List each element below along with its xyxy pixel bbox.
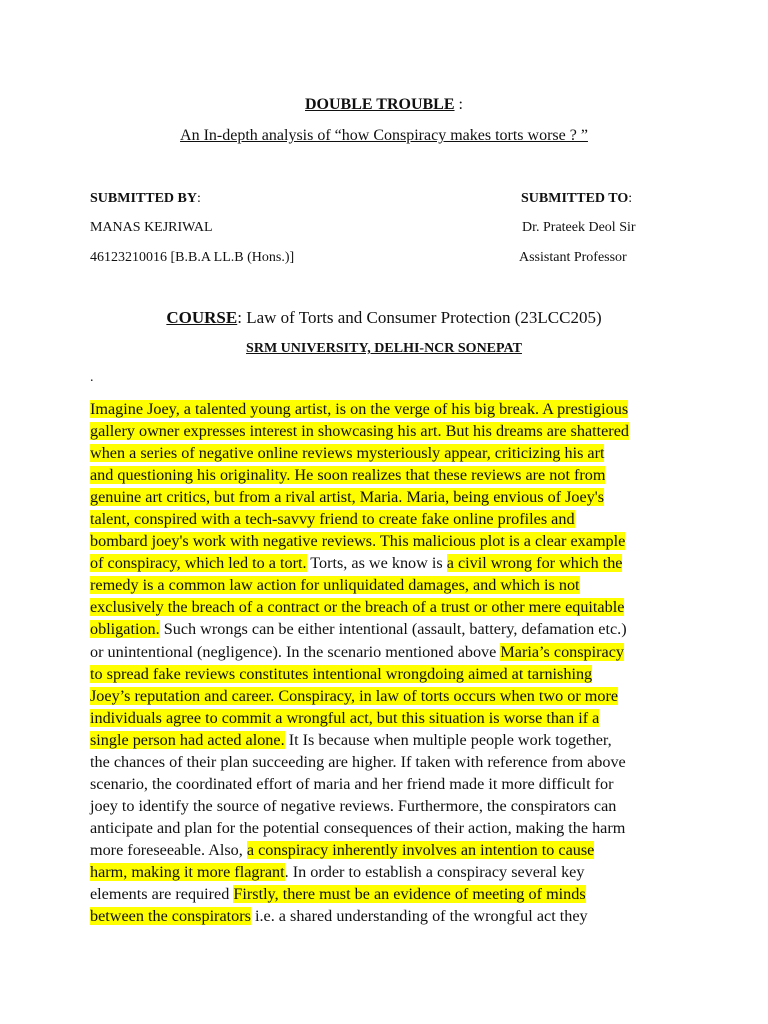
highlighted-text: Firstly, there must be an evidence of meeting of minds: [233, 885, 586, 904]
submitted-to-heading: [521, 191, 632, 207]
course-label: COURSE: [166, 308, 238, 327]
body-line: [90, 552, 680, 574]
highlighted-text: Imagine Joey, a talented young artist, is on the verge of his big break. A prestigious: [90, 400, 629, 418]
body-line: [90, 729, 680, 751]
highlighted-text: remedy is a common law action for unliquidated damages, and which is not: [90, 576, 580, 595]
body-text-segment: joey to identify the source of negative reviews. Furthermore, the conspirators can: [90, 796, 617, 815]
body-line: [90, 641, 680, 663]
highlighted-text: to spread fake reviews constitutes intentional wrongdoing aimed at tarnishing: [90, 664, 593, 683]
body-line: [90, 420, 680, 442]
title-colon: :: [454, 96, 463, 113]
highlighted-text: when a series of negative online reviews mysteriously appear, criticizing his art: [90, 444, 605, 463]
body-paragraph: [90, 398, 680, 927]
highlighted-text: a civil wrong for which the: [446, 554, 623, 573]
body-line: [90, 839, 680, 861]
document-title: DOUBLE TROUBLE: [305, 96, 455, 113]
submitted-by-heading: [90, 191, 201, 207]
course-value: : Law of Torts and Consumer Protection (23LCC205): [237, 308, 602, 327]
document-title-line: [0, 96, 768, 114]
highlighted-text: a conspiracy inherently involves an intention to cause: [246, 840, 595, 859]
body-line: [90, 442, 680, 464]
body-line: [90, 685, 680, 707]
body-text-segment: anticipate and plan for the potential consequences of their action, making the harm: [90, 818, 626, 837]
body-text-segment: or unintentional (negligence). In the scenario mentioned above: [90, 642, 501, 661]
student-name: MANAS KEJRIWAL: [90, 220, 213, 235]
body-text-segment: the chances of their plan succeeding are higher. If taken with reference from above: [90, 752, 626, 771]
body-text-segment: Such wrongs can be either intentional (assault, battery, defamation etc.): [159, 620, 627, 639]
highlighted-text: single person had acted alone.: [90, 730, 285, 749]
body-line: [90, 751, 680, 773]
document-subtitle-line: [0, 127, 768, 145]
body-line: [90, 861, 680, 883]
body-line: [90, 596, 680, 618]
highlighted-text: obligation.: [90, 620, 160, 639]
body-text-segment: It Is because when multiple people work together,: [284, 730, 612, 749]
body-line: [90, 398, 680, 420]
highlighted-text: and questioning his originality. He soon realizes that these reviews are not from: [90, 466, 606, 485]
body-line: [90, 530, 680, 552]
body-text-segment: Torts, as we know is: [306, 554, 447, 573]
highlighted-text: between the conspirators: [90, 907, 251, 926]
body-text-segment: scenario, the coordinated effort of maria and her friend made it more difficult for: [90, 774, 614, 793]
submitted-to-label: SUBMITTED TO: [521, 191, 629, 206]
professor-name: Dr. Prateek Deol Sir: [522, 220, 636, 235]
highlighted-text: Maria’s conspiracy: [500, 642, 625, 661]
body-line: [90, 773, 680, 795]
professor-role: Assistant Professor: [519, 250, 627, 265]
university-name: SRM UNIVERSITY, DELHI-NCR SONEPAT: [246, 341, 522, 356]
submitted-by-label: SUBMITTED BY: [90, 191, 197, 206]
highlighted-text: harm, making it more flagrant: [90, 862, 285, 881]
highlighted-text: talent, conspired with a tech-savvy friend to create fake online profiles and: [90, 510, 575, 529]
submitted-by-colon: :: [196, 191, 201, 206]
body-text-segment: elements are required: [90, 885, 234, 904]
body-text-segment: i.e. a shared understanding of the wrongful act they: [250, 907, 588, 926]
highlighted-text: of conspiracy, which led to a tort.: [90, 554, 307, 573]
body-line: [90, 905, 680, 927]
body-line: [90, 508, 680, 530]
highlighted-text: individuals agree to commit a wrongful act, but this situation is worse than if a: [90, 708, 600, 727]
highlighted-text: Joey’s reputation and career. Conspiracy, in law of torts occurs when two or more: [90, 686, 619, 705]
highlighted-text: genuine art critics, but from a rival artist, Maria. Maria, being envious of Joey's: [90, 488, 605, 507]
highlighted-text: exclusively the breach of a contract or the breach of a trust or other mere equitable: [90, 598, 625, 617]
body-line: [90, 574, 680, 596]
body-line: [90, 795, 680, 817]
body-line: [90, 618, 680, 640]
submitted-to-colon: :: [628, 191, 633, 206]
student-id: 46123210016 [B.B.A LL.B (Hons.)]: [90, 250, 295, 265]
stray-dot: .: [90, 370, 94, 385]
body-text-segment: . In order to establish a conspiracy several key: [284, 862, 585, 881]
body-line: [90, 707, 680, 729]
body-line: [90, 817, 680, 839]
highlighted-text: gallery owner expresses interest in showcasing his art. But his dreams are shattered: [90, 422, 629, 441]
body-line: [90, 464, 680, 486]
course-line: [0, 308, 768, 328]
body-line: [90, 883, 680, 905]
body-line: [90, 663, 680, 685]
highlighted-text: bombard joey's work with negative reviews. This malicious plot is a clear example: [90, 532, 626, 551]
body-line: [90, 486, 680, 508]
body-text-segment: more foreseeable. Also,: [90, 840, 247, 859]
document-subtitle: An In-depth analysis of “how Conspiracy makes torts worse ? ”: [180, 127, 588, 144]
